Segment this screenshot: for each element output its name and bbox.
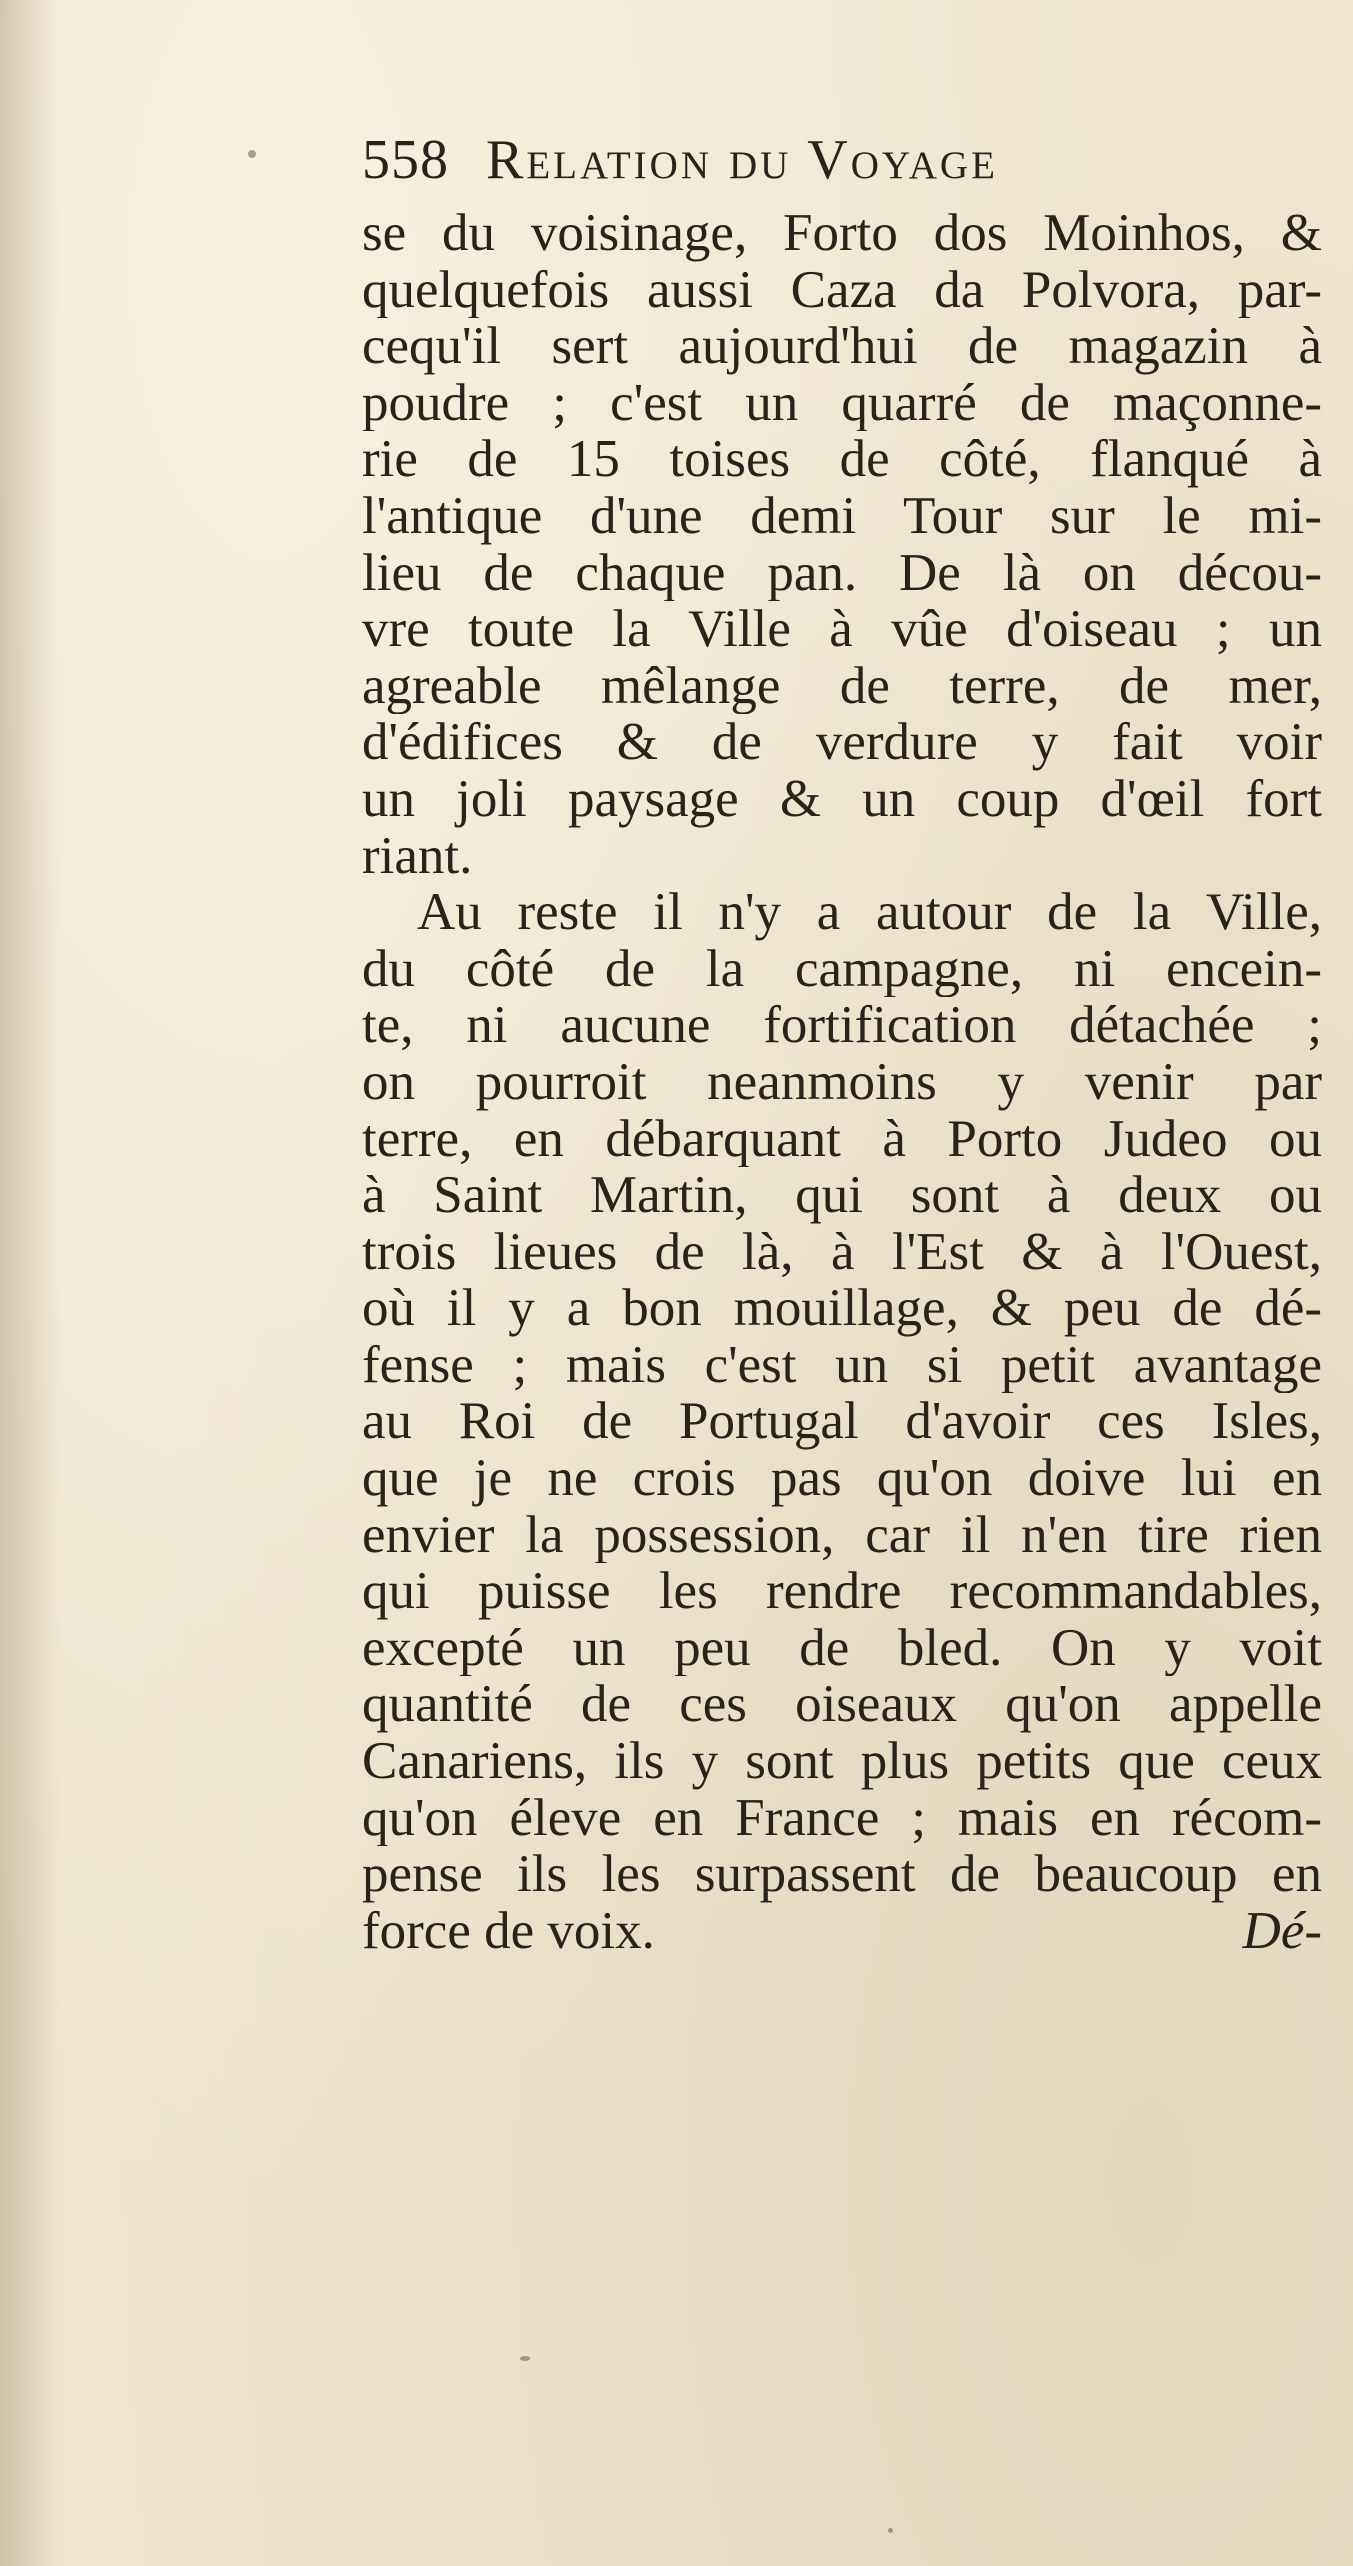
text-line: au Roi de Portugal d'avoir ces Isles, <box>362 1393 1322 1451</box>
paragraph-start-line: Au reste il n'y a autour de la Ville, <box>417 884 1322 941</box>
text-line: on pourroit neanmoins y venir par <box>362 1053 1322 1111</box>
text-line: agreable mêlange de terre, de mer, <box>362 657 1322 715</box>
text-line: vre toute la Ville à vûe d'oiseau ; un <box>362 601 1322 658</box>
text-line: riant. <box>362 827 473 885</box>
text-line: l'antique d'une demi Tour sur le mi- <box>362 487 1322 545</box>
text-line: un joli paysage & un coup d'œil fort <box>362 770 1322 828</box>
paper-speck <box>520 2356 530 2361</box>
page-number: 558 <box>362 129 449 191</box>
text-line: du côté de la campagne, ni encein- <box>362 940 1322 998</box>
text-line: fense ; mais c'est un si petit avantage <box>362 1336 1322 1394</box>
text-line: trois lieues de là, à l'Est & à l'Ouest, <box>362 1223 1322 1281</box>
text-line: quantité de ces oiseaux qu'on appelle <box>362 1676 1322 1734</box>
text-line: terre, en débarquant à Porto Judeo ou <box>362 1110 1322 1168</box>
text-line: d'édifices & de verdure y fait voir <box>362 714 1322 771</box>
text-line: excepté un peu de bled. On y voit <box>362 1619 1322 1677</box>
running-head <box>362 128 1322 208</box>
text-line: force de voix. <box>362 1902 655 1960</box>
last-line <box>362 1903 1322 1960</box>
text-line: rie de 15 toises de côté, flanqué à <box>362 431 1322 488</box>
paper-speck <box>248 150 256 158</box>
running-title: Relation du Voyage <box>486 129 998 191</box>
text-line: pense ils les surpassent de beaucoup en <box>362 1846 1322 1903</box>
text-line: te, ni aucune fortification détachée ; <box>362 997 1322 1054</box>
text-line: que je ne crois pas qu'on doive lui en <box>362 1450 1322 1507</box>
gutter-shadow <box>0 0 60 2566</box>
text-line: poudre ; c'est un quarré de maçonne- <box>362 374 1322 432</box>
catchword: Dé- <box>1242 1902 1322 1960</box>
text-line: cequ'il sert aujourd'hui de magazin à <box>362 318 1322 375</box>
text-line: quelquefois aussi Caza da Polvora, par- <box>362 261 1322 319</box>
paper-speck <box>888 2528 893 2533</box>
text-line: qu'on éleve en France ; mais en récom- <box>362 1789 1322 1847</box>
text-line: envier la possession, car il n'en tire rien <box>362 1506 1322 1564</box>
text-line: Canariens, ils y sont plus petits que ceux <box>362 1733 1322 1790</box>
text-line: lieu de chaque pan. De là on décou- <box>362 544 1322 602</box>
text-line: se du voisinage, Forto dos Moinhos, & <box>362 205 1322 262</box>
text-block <box>362 205 1322 1959</box>
text-line: où il y a bon mouillage, & peu de dé- <box>362 1280 1322 1337</box>
text-line: qui puisse les rendre recommandables, <box>362 1563 1322 1620</box>
text-line: à Saint Martin, qui sont à deux ou <box>362 1167 1322 1224</box>
